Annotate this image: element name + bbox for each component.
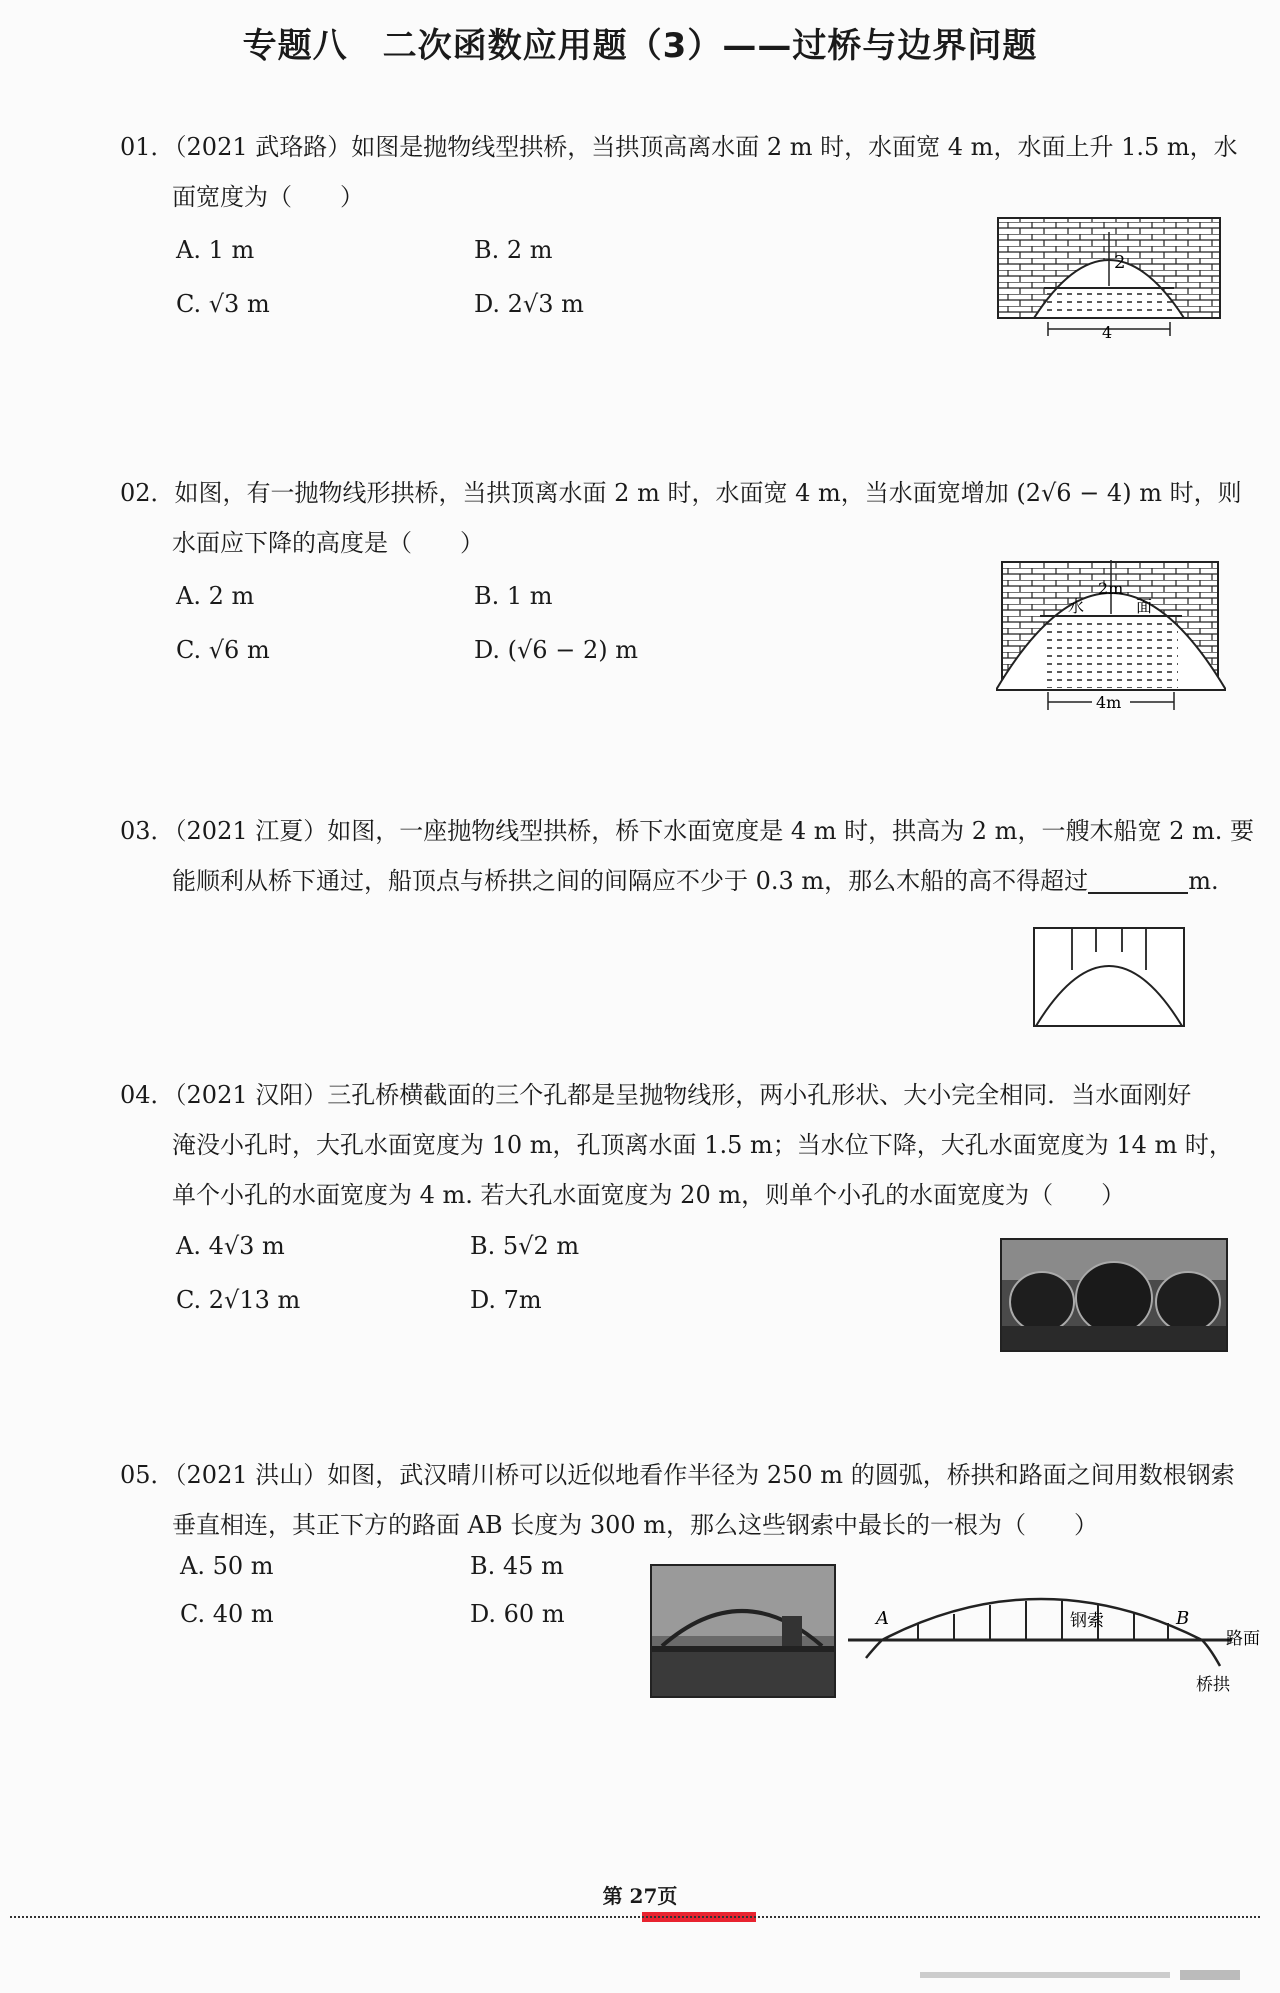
q5-fig-label-a: A (876, 1608, 889, 1629)
q5-fig-label-road: 路面 (1226, 1629, 1260, 1649)
q4-option-d: D. 7m (470, 1286, 542, 1314)
question-2 (120, 468, 1270, 568)
page-number: 第 27页 (602, 1884, 678, 1908)
question-5-line1: 05．（2021 洪山）如图，武汉晴川桥可以近似地看作半径为 250 m 的圆弧，桥拱和路面之间用数根钢索 (120, 1461, 1235, 1489)
qingchuan-bridge-photo (650, 1564, 836, 1698)
q5-fig-label-cable: 钢索 (1070, 1611, 1104, 1631)
q5-option-d: D. 60 m (470, 1600, 565, 1628)
q1-option-b: B. 2 m (474, 236, 553, 264)
q1-option-c: C. √3 m (176, 290, 270, 318)
question-2-line1: 02．如图，有一抛物线形拱桥，当拱顶离水面 2 m 时，水面宽 4 m，当水面宽增加 (2√6 − 4) m 时，则 (120, 479, 1242, 507)
question-4-line3: 单个小孔的水面宽度为 4 m. 若大孔水面宽度为 20 m，则单个小孔的水面宽度为（ ） (172, 1181, 1126, 1209)
q2-fig-label-surface: 面 (1136, 597, 1153, 616)
q5-option-c: C. 40 m (180, 1600, 274, 1628)
question-3-line2 (120, 856, 1270, 906)
question-2-line2: 水面应下降的高度是（ ） (172, 529, 484, 557)
question-4-line2: 淹没小孔时，大孔水面宽度为 10 m，孔顶离水面 1.5 m；当水位下降，大孔水面宽度为 14 m 时， (172, 1131, 1233, 1159)
footer-scan-marks (920, 1970, 1250, 1982)
three-arch-bridge-photo (1000, 1238, 1228, 1352)
q5-option-a: A. 50 m (180, 1552, 274, 1580)
question-3 (120, 806, 1270, 906)
answer-blank[interactable] (1088, 872, 1188, 894)
question-4-line1: 04．（2021 汉阳）三孔桥横截面的三个孔都是呈抛物线形，两小孔形状、大小完全相同．当水面刚好 (120, 1081, 1192, 1109)
footer-dotted-divider (10, 1916, 1260, 1918)
q2-fig-label-width: 4m (1096, 693, 1122, 712)
q1-arch-bridge-figure (996, 210, 1226, 340)
q2-fig-label-water: 水 (1068, 597, 1085, 616)
q5-fig-label-arch: 桥拱 (1196, 1675, 1230, 1695)
question-4 (120, 1070, 1270, 1220)
q5-arch-cable-diagram (842, 1580, 1274, 1700)
q1-fig-label-width: 4 (1102, 323, 1113, 340)
q2-fig-label-height: 2m (1098, 579, 1124, 598)
question-1 (120, 122, 1270, 222)
q4-option-c: C. 2√13 m (176, 1286, 301, 1314)
q4-option-b: B. 5√2 m (470, 1232, 580, 1260)
q1-option-d: D. 2√3 m (474, 290, 584, 318)
page-title: 专题八 二次函数应用题（3）——过桥与边界问题 (242, 26, 1038, 66)
q4-option-a: A. 4√3 m (176, 1232, 285, 1260)
q2-option-b: B. 1 m (474, 582, 553, 610)
q5-option-b: B. 45 m (470, 1552, 564, 1580)
question-5-line2: 垂直相连，其正下方的路面 AB 长度为 300 m，那么这些钢索中最长的一根为（ ） (172, 1511, 1099, 1539)
question-1-line1: 01．（2021 武珞路）如图是抛物线型拱桥，当拱顶高离水面 2 m 时，水面宽 4 m，水面上升 1.5 m，水 (120, 133, 1238, 161)
question-5 (120, 1450, 1270, 1550)
question-1-line2: 面宽度为（ ） (172, 183, 364, 211)
q2-option-a: A. 2 m (176, 582, 255, 610)
question-3-unit: m. (1188, 867, 1219, 895)
q3-arch-bridge-figure (1032, 926, 1186, 1028)
q2-option-c: C. √6 m (176, 636, 270, 664)
q5-fig-label-b: B (1176, 1608, 1190, 1629)
q2-option-d: D. (√6 − 2) m (474, 636, 638, 664)
q2-arch-bridge-figure (996, 556, 1226, 716)
q1-fig-label-height: 2 (1114, 252, 1126, 273)
question-3-line2-text: 能顺利从桥下通过，船顶点与桥拱之间的间隔应不少于 0.3 m，那么木船的高不得超过 (172, 867, 1089, 895)
q1-option-a: A. 1 m (176, 236, 255, 264)
question-3-line1: 03．（2021 江夏）如图，一座抛物线型拱桥，桥下水面宽度是 4 m 时，拱高为 2 m，一艘木船宽 2 m. 要 (120, 817, 1254, 845)
